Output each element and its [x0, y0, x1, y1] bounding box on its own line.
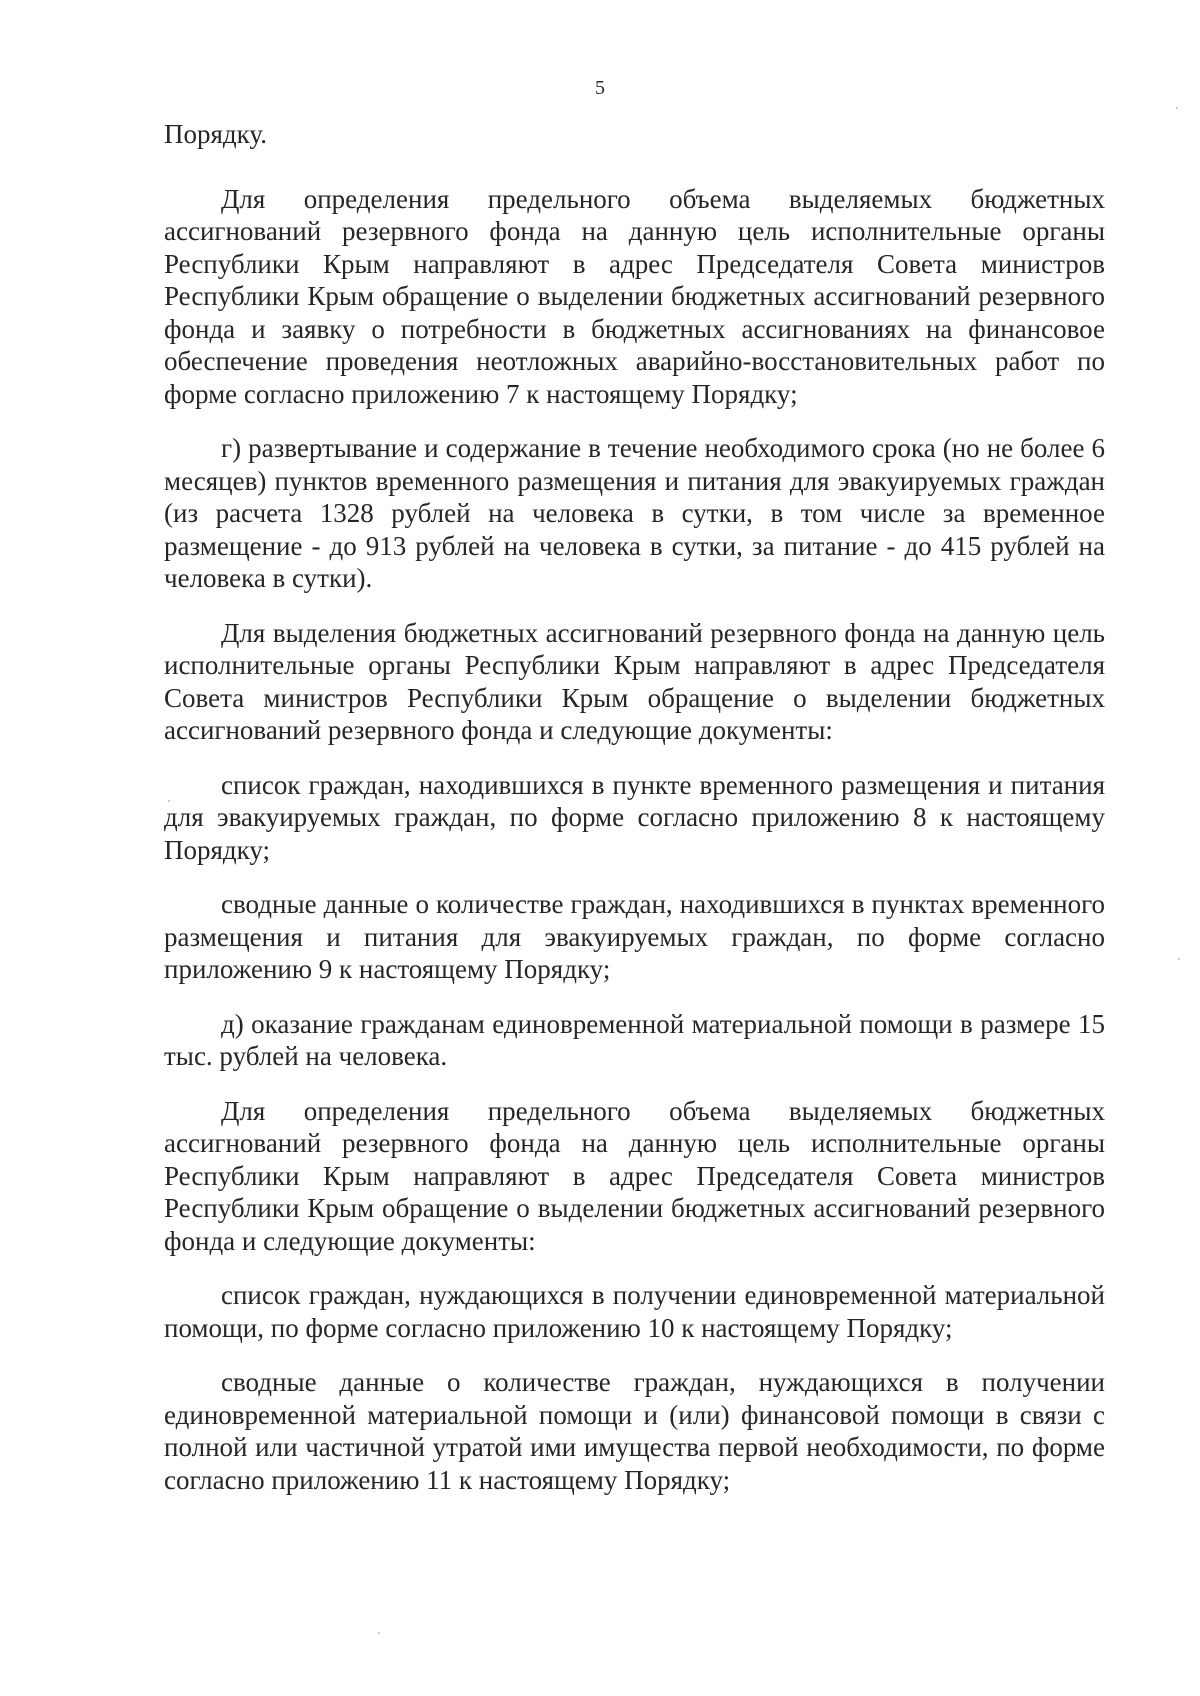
- scan-speck: [1178, 958, 1180, 960]
- paragraph-item-g-temporary-accommodation: г) развертывание и содержание в течение необходимого срока (но не более 6 месяцев) пунктов временного размещения и питания для эвакуируемых граждан (из расчета 1328 рублей на человека в сутки, в том числе за временное размещение - до 913 рублей на человека в сутки, за питание - до 415 рублей на человека в сутки).: [164, 433, 1105, 593]
- document-body: [164, 118, 1105, 1518]
- paragraph-list-of-citizens-appendix-8: список граждан, находившихся в пункте временного размещения и питания для эвакуируемых граждан, по форме согласно приложению 8 к настоящему Порядку;: [164, 769, 1105, 865]
- paragraph-budget-limit-request-2: Для определения предельного объема выделяемых бюджетных ассигнований резервного фонда на данную цель исполнительные органы Республики Крым направляют в адрес Председателя Совета министров Республики Крым обращение о выделении бюджетных ассигнований резервного фонда и следующие документы:: [164, 1095, 1105, 1256]
- page-number: 5: [595, 77, 605, 99]
- paragraph-budget-limit-request: Для определения предельного объема выделяемых бюджетных ассигнований резервного фонда на данную цель исполнительные органы Республики Крым направляют в адрес Председателя Совета министров Республики Крым обращение о выделении бюджетных ассигнований резервного фонда и заявку о потребности в бюджетных ассигнованиях на финансовое обеспечение проведения неотложных аварийно-восстановительных работ по форме согласно приложению 7 к настоящему Порядку;: [164, 183, 1105, 409]
- paragraph-allocation-request-documents: Для выделения бюджетных ассигнований резервного фонда на данную цель исполнительные органы Республики Крым направляют в адрес Председателя Совета министров Республики Крым обращение о выделении бюджетных ассигнований резервного фонда и следующие документы:: [164, 617, 1105, 745]
- paragraph-summary-data-appendix-9: сводные данные о количестве граждан, находившихся в пунктах временного размещения и питания для эвакуируемых граждан, по форме согласно приложению 9 к настоящему Порядку;: [164, 889, 1105, 984]
- paragraph-item-d-one-time-assistance: д) оказание гражданам единовременной материальной помощи в размере 15 тыс. рублей на человека.: [164, 1008, 1105, 1071]
- paragraph-continuation: Порядку.: [164, 119, 267, 149]
- scan-speck: [168, 800, 170, 802]
- scan-speck: [1176, 107, 1178, 109]
- scan-speck: [378, 1632, 380, 1634]
- paragraph-list-of-citizens-appendix-10: список граждан, нуждающихся в получении единовременной материальной помощи, по форме согласно приложению 10 к настоящему Порядку;: [164, 1280, 1105, 1343]
- paragraph-summary-data-appendix-11: сводные данные о количестве граждан, нуждающихся в получении единовременной материальной помощи и (или) финансовой помощи в связи с полной или частичной утратой ими имущества первой необходимости, по форме согласно приложению 11 к настоящему Порядку;: [164, 1367, 1105, 1495]
